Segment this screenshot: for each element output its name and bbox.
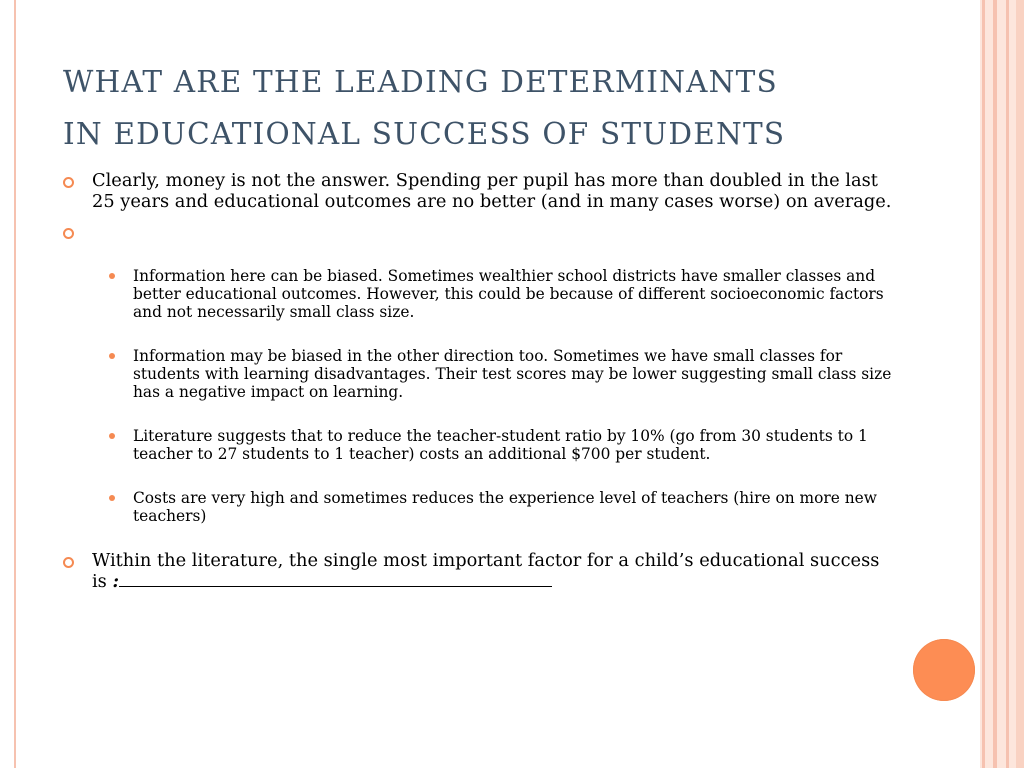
left-decorative-rule <box>14 0 16 768</box>
dot-bullet-icon <box>109 495 115 501</box>
bullet-most-important-factor <box>62 550 892 592</box>
right-decorative-stripes <box>980 0 1024 768</box>
sub-bullet-1-text: Information here can be biased. Sometimes wealthier school districts have smaller classes and better educational outcomes. However, this could be because of different socioeconomic factors and not necessarily small class size. <box>133 267 884 321</box>
sub-bullet-2 <box>62 347 893 401</box>
slide-title <box>63 56 893 160</box>
title-line-1: WHAT ARE THE LEADING DETERMINANTS <box>63 65 778 99</box>
dot-bullet-icon <box>109 353 115 359</box>
orange-circle-decoration <box>913 639 975 701</box>
sub-bullet-3 <box>62 427 893 463</box>
bullet-money <box>62 170 892 212</box>
hollow-circle-bullet-icon <box>63 177 74 188</box>
hollow-circle-bullet-icon <box>63 557 74 568</box>
slide-body <box>62 170 892 592</box>
bullet-money-text: Clearly, money is not the answer. Spending per pupil has more than doubled in the last 25 years and educational outcomes are no better (and in many cases worse) on average. <box>92 170 892 212</box>
bullet-empty <box>62 221 892 242</box>
sub-bullet-4 <box>62 489 893 525</box>
sub-bullet-2-text: Information may be biased in the other direction too. Sometimes we have small classes for students with learning disadvantages. Their test scores may be lower suggesting small class size has a negative impact on learning. <box>133 347 892 401</box>
dot-bullet-icon <box>109 433 115 439</box>
sub-bullet-4-text: Costs are very high and sometimes reduces the experience level of teachers (hire on more new teachers) <box>133 489 877 525</box>
title-line-2: IN EDUCATIONAL SUCCESS OF STUDENTS <box>63 117 786 151</box>
answer-blank-line <box>119 572 552 587</box>
sub-bullet-1 <box>62 267 893 321</box>
sub-bullet-3-text: Literature suggests that to reduce the teacher-student ratio by 10% (go from 30 students to 1 teacher to 27 students to 1 teacher) costs an additional $700 per student. <box>133 427 868 463</box>
dot-bullet-icon <box>109 273 115 279</box>
hollow-circle-bullet-icon <box>63 228 74 239</box>
bullet-most-important-factor-text: Within the literature, the single most important factor for a child’s educational success is <box>92 550 880 592</box>
answer-colon: : <box>112 571 120 592</box>
